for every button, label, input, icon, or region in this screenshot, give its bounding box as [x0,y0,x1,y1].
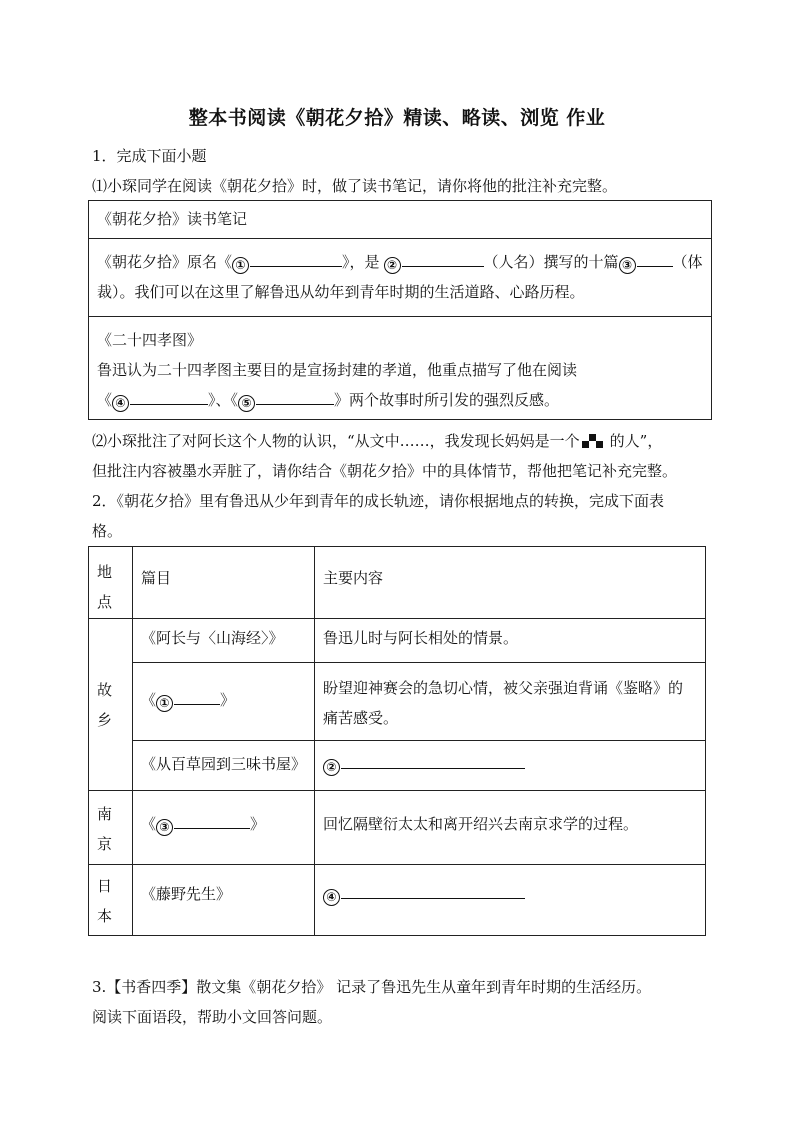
answer-blank-title-3[interactable] [174,813,250,829]
blank-number: ② [384,257,401,274]
q1-sub2-line2: 但批注内容被墨水弄脏了，请你结合《朝花夕拾》中的具体情节，帮他把笔记补充完整。 [92,462,678,480]
answer-blank-1[interactable] [250,251,342,267]
answer-blank-title-1[interactable] [174,689,220,705]
answer-blank-4[interactable] [130,389,208,405]
ink-blot-icon [582,434,608,448]
content-cell [315,791,706,865]
q1-heading: 1．完成下面小题 [92,147,207,165]
answer-blank-3[interactable] [637,251,673,267]
header-title-label: 篇目 [141,569,172,587]
answer-blank-2[interactable] [402,251,484,267]
q1-sub1: ⑴小琛同学在阅读《朝花夕拾》时，做了读书笔记，请你将他的批注补充完整。 [92,177,618,195]
answer-blank-content-2[interactable] [341,753,525,769]
page-title: 整本书阅读《朝花夕拾》精读、略读、浏览 作业 [188,107,606,129]
header-place [89,547,133,619]
blank-number: ③ [619,257,636,274]
answer-blank-content-4[interactable] [341,883,525,899]
q1-sub2-line1 [92,430,662,451]
notes-text: 》，是 [342,253,380,271]
q1-sub2-text: 的人”， [609,432,663,450]
content-cell [315,741,706,791]
title-cell: 《 ① 》 [133,663,315,741]
header-content-label: 主要内容 [323,569,384,587]
content-cell [315,865,706,936]
notes-text: 》两个故事时所引发的强烈反感。 [334,391,560,409]
notes-header: 《朝花夕拾》读书笔记 [97,210,248,228]
q1-sub2-text: ⑵小琛批注了对阿长这个人物的认识，“从文中……，我发现长妈妈是一个 [92,432,580,450]
content-text: 盼望迎神赛会的急切心情，被父亲强迫背诵《鉴略》的 [323,679,684,697]
notes-text: 》、《 [208,391,239,409]
q3-line1: 3.【书香四季】散文集《朝花夕拾》 记录了鲁迅先生从童年到青年时期的生活经历。 [92,978,652,996]
title-text: 《从百草园到三味书屋》 [141,755,307,773]
place-japan [89,865,133,936]
notes-text: （体 [672,253,703,271]
title-text: 《阿长与〈山海经〉》 [141,629,284,647]
place-label: 日本 [97,877,113,925]
blank-number: ③ [156,819,173,836]
header-place-label: 地点 [97,563,113,611]
place-label: 南京 [97,805,113,853]
title-cell: 《 ③ 》 [133,791,315,865]
answer-blank-5[interactable] [256,389,334,405]
notes-text: 《 [97,391,113,409]
blank-number: ② [323,759,340,776]
q3-line2: 阅读下面语段，帮助小文回答问题。 [92,1008,333,1026]
header-content [315,547,706,619]
content-text: 回忆隔壁衍太太和离开绍兴去南京求学的过程。 [323,815,639,833]
notes-text: 《朝花夕拾》原名《 [97,253,233,271]
notes-subtitle: 《二十四孝图》 [97,331,203,349]
growth-track-table [88,546,706,936]
content-text: 痛苦感受。 [323,709,399,727]
notes-header-cell [89,201,712,239]
blank-number: ① [232,257,249,274]
content-text: 鲁迅儿时与阿长相处的情景。 [323,629,519,647]
notes-text: 鲁迅认为二十四孝图主要目的是宣扬封建的孝道，他重点描写了他在阅读 [97,361,578,379]
reading-notes-table [88,200,712,420]
q2-line1: 2．《朝花夕拾》里有鲁迅从少年到青年的成长轨迹，请你根据地点的转换，完成下面表 [92,492,665,510]
q2-line2: 格。 [92,522,123,540]
place-label: 故乡 [97,680,113,729]
title-cell [133,865,315,936]
blank-number: ④ [323,889,340,906]
blank-number: ① [156,695,173,712]
header-title [133,547,315,619]
title-text: 《藤野先生》 [141,885,232,903]
notes-text: 裁）。我们可以在这里了解鲁迅从幼年到青年时期的生活道路、心路历程。 [97,283,585,301]
blank-number: ④ [112,395,129,412]
blank-number: ⑤ [238,395,255,412]
notes-row-original-name [89,239,712,317]
title-cell [133,619,315,663]
notes-text: （人名）撰写的十篇 [483,253,619,271]
place-hometown [89,619,133,791]
place-nanjing [89,791,133,865]
notes-row-24-filial [89,317,712,420]
content-cell [315,663,706,741]
content-cell [315,619,706,663]
title-cell [133,741,315,791]
